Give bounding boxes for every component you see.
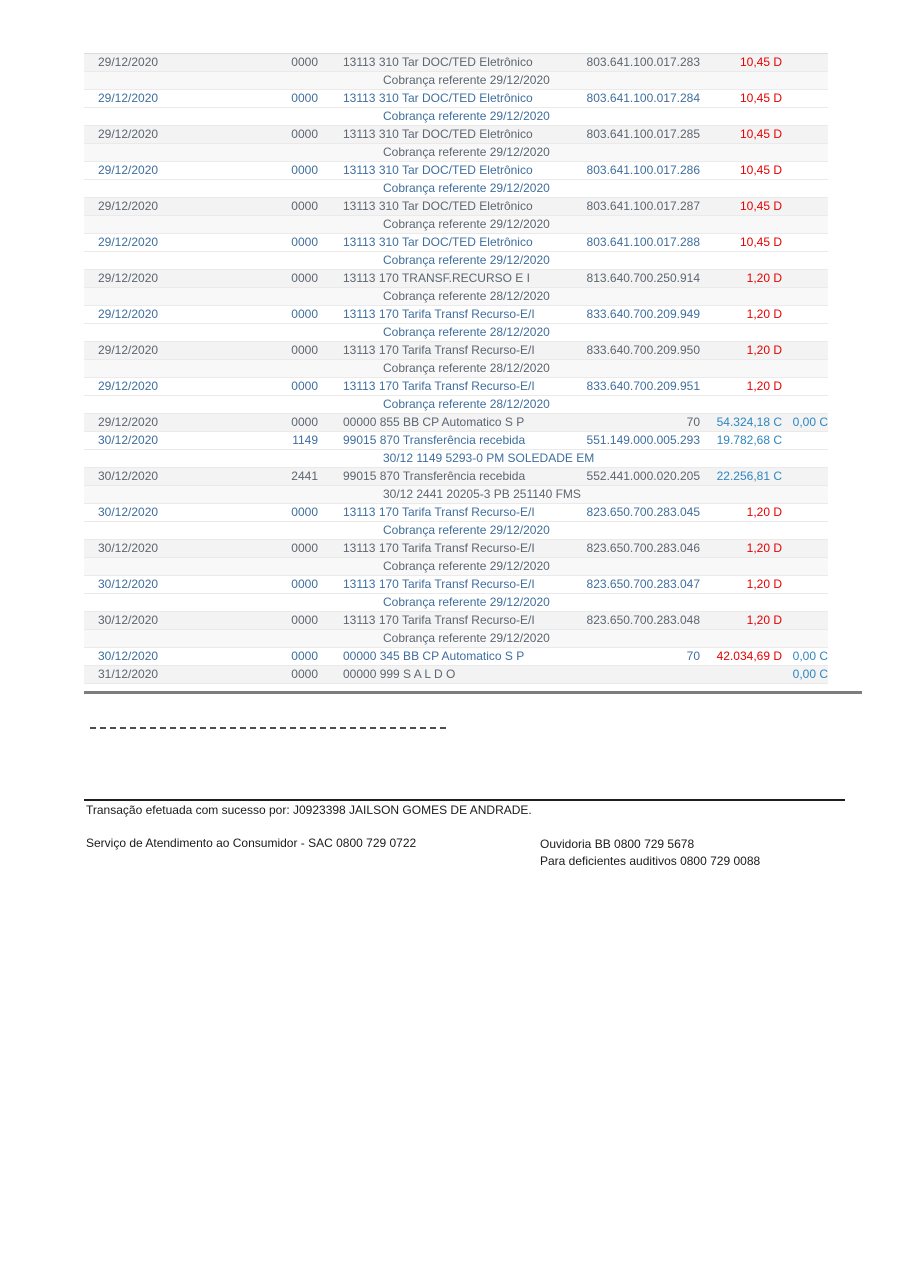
cell-date-empty bbox=[84, 522, 234, 539]
cell-code-empty bbox=[234, 180, 318, 197]
transaction-row bbox=[84, 666, 828, 684]
cell-code-empty bbox=[234, 630, 318, 647]
transaction-row bbox=[84, 234, 828, 252]
cell-code-empty bbox=[234, 522, 318, 539]
cell-description: 13113 170 Tarifa Transf Recurso-E/I bbox=[343, 343, 535, 357]
cell-value-empty bbox=[700, 108, 782, 125]
transaction-row bbox=[84, 90, 828, 108]
cell-gap bbox=[318, 126, 343, 143]
transaction-row bbox=[84, 576, 828, 594]
cell-document-number: 823.650.700.283.045 bbox=[586, 505, 700, 519]
cell-code-empty bbox=[234, 324, 318, 341]
transaction-row bbox=[84, 162, 828, 180]
cell-detail-text: Cobrança referente 29/12/2020 bbox=[383, 109, 550, 123]
cell-description: 13113 170 Tarifa Transf Recurso-E/I bbox=[343, 307, 535, 321]
cell-balance-empty bbox=[782, 522, 828, 539]
transaction-detail-row bbox=[84, 360, 828, 378]
cell-balance-empty bbox=[782, 630, 828, 647]
cell-code-empty bbox=[234, 72, 318, 89]
cell-gap bbox=[318, 648, 343, 665]
cell-balance-empty bbox=[782, 594, 828, 611]
cell-balance-empty bbox=[782, 360, 828, 377]
cell-date-empty bbox=[84, 324, 234, 341]
cell-balance bbox=[782, 378, 828, 395]
cell-balance-empty bbox=[782, 396, 828, 413]
cell-date-empty bbox=[84, 72, 234, 89]
cell-code-empty bbox=[234, 108, 318, 125]
cell-gap bbox=[318, 594, 343, 611]
cell-date-empty bbox=[84, 288, 234, 305]
transaction-detail-row bbox=[84, 486, 828, 504]
cell-value-empty bbox=[700, 630, 782, 647]
cell-balance bbox=[782, 306, 828, 323]
cell-detail-text: Cobrança referente 29/12/2020 bbox=[383, 523, 550, 537]
cell-branch-code: 0000 bbox=[291, 55, 318, 69]
cell-balance bbox=[782, 504, 828, 521]
transaction-row bbox=[84, 414, 828, 432]
cell-branch-code: 0000 bbox=[291, 379, 318, 393]
cell-detail-text: 30/12 2441 20205-3 PB 251140 FMS bbox=[383, 487, 581, 501]
cell-date-empty bbox=[84, 108, 234, 125]
cell-document-number: 823.650.700.283.047 bbox=[586, 577, 700, 591]
transaction-detail-row bbox=[84, 594, 828, 612]
cell-value: 1,20 D bbox=[746, 271, 782, 285]
cell-document-number: 823.650.700.283.048 bbox=[586, 613, 700, 627]
transaction-detail-row bbox=[84, 522, 828, 540]
cell-detail-text: 30/12 1149 5293-0 PM SOLEDADE EM bbox=[383, 451, 595, 465]
transaction-detail-row bbox=[84, 252, 828, 270]
cell-value: 19.782,68 C bbox=[716, 433, 782, 447]
transaction-row bbox=[84, 54, 828, 72]
deaf-support-info: Para deficientes auditivos 0800 729 0088 bbox=[540, 854, 761, 868]
cell-document-number: 803.641.100.017.288 bbox=[586, 235, 700, 249]
cell-balance: 0,00 C bbox=[792, 415, 828, 429]
cell-date-empty bbox=[84, 450, 234, 467]
cell-value: 10,45 D bbox=[739, 235, 782, 249]
cell-balance-empty bbox=[782, 180, 828, 197]
footer-rule bbox=[84, 799, 845, 801]
cell-document-number: 803.641.100.017.287 bbox=[586, 199, 700, 213]
cell-document-number: 833.640.700.209.949 bbox=[586, 307, 700, 321]
transaction-detail-row bbox=[84, 396, 828, 414]
cell-value: 10,45 D bbox=[739, 163, 782, 177]
transaction-row bbox=[84, 198, 828, 216]
cell-value-empty bbox=[700, 396, 782, 413]
transaction-detail-row bbox=[84, 288, 828, 306]
cell-detail-text: Cobrança referente 28/12/2020 bbox=[383, 289, 550, 303]
cell-gap bbox=[318, 378, 343, 395]
cell-detail-text: Cobrança referente 29/12/2020 bbox=[383, 253, 550, 267]
cell-date: 29/12/2020 bbox=[98, 343, 159, 357]
transaction-row bbox=[84, 126, 828, 144]
cell-date: 29/12/2020 bbox=[98, 271, 159, 285]
cell-code-empty bbox=[234, 594, 318, 611]
cell-date: 29/12/2020 bbox=[98, 379, 159, 393]
cell-gap bbox=[318, 450, 343, 467]
cell-date-empty bbox=[84, 216, 234, 233]
cell-date-empty bbox=[84, 558, 234, 575]
cell-description: 13113 170 Tarifa Transf Recurso-E/I bbox=[343, 577, 535, 591]
cell-balance bbox=[782, 342, 828, 359]
ouvidoria-info: Ouvidoria BB 0800 729 5678 bbox=[540, 837, 695, 851]
cell-balance bbox=[782, 90, 828, 107]
cell-gap bbox=[318, 396, 343, 413]
cell-description: 00000 855 BB CP Automatico S P bbox=[343, 415, 525, 429]
cell-detail-text: Cobrança referente 28/12/2020 bbox=[383, 397, 550, 411]
cell-value bbox=[700, 666, 782, 683]
cell-detail-text: Cobrança referente 28/12/2020 bbox=[383, 361, 550, 375]
cell-date: 29/12/2020 bbox=[98, 199, 159, 213]
transaction-row bbox=[84, 648, 828, 666]
cell-document-number: 813.640.700.250.914 bbox=[586, 271, 700, 285]
cell-gap bbox=[318, 252, 343, 269]
cell-date-empty bbox=[84, 630, 234, 647]
cell-description: 00000 345 BB CP Automatico S P bbox=[343, 649, 525, 663]
cell-branch-code: 0000 bbox=[291, 127, 318, 141]
cell-detail-text: Cobrança referente 29/12/2020 bbox=[383, 631, 550, 645]
cell-gap bbox=[318, 630, 343, 647]
cell-date-empty bbox=[84, 360, 234, 377]
cell-description: 13113 170 Tarifa Transf Recurso-E/I bbox=[343, 379, 535, 393]
cell-value-empty bbox=[700, 486, 782, 503]
cell-gap bbox=[318, 558, 343, 575]
cell-date: 30/12/2020 bbox=[98, 541, 159, 555]
cell-gap bbox=[318, 54, 343, 71]
cell-description: 13113 310 Tar DOC/TED Eletrônico bbox=[343, 91, 533, 105]
transaction-row bbox=[84, 504, 828, 522]
cell-balance bbox=[782, 432, 828, 449]
transaction-success-note: Transação efetuada com sucesso por: J0923398 JAILSON GOMES DE ANDRADE. bbox=[86, 803, 532, 817]
cell-date: 29/12/2020 bbox=[98, 307, 159, 321]
cell-gap bbox=[318, 540, 343, 557]
cell-value-empty bbox=[700, 288, 782, 305]
cell-detail-text: Cobrança referente 29/12/2020 bbox=[383, 145, 550, 159]
cell-value-empty bbox=[700, 180, 782, 197]
cell-gap bbox=[318, 90, 343, 107]
cell-value-empty bbox=[700, 324, 782, 341]
cell-value-empty bbox=[700, 216, 782, 233]
cell-date: 29/12/2020 bbox=[98, 415, 159, 429]
cell-value: 1,20 D bbox=[746, 505, 782, 519]
cell-branch-code: 2441 bbox=[291, 469, 318, 483]
cell-balance: 0,00 C bbox=[792, 667, 828, 681]
cell-balance-empty bbox=[782, 558, 828, 575]
cell-gap bbox=[318, 522, 343, 539]
transaction-row bbox=[84, 378, 828, 396]
cell-branch-code: 0000 bbox=[291, 613, 318, 627]
cell-value-empty bbox=[700, 450, 782, 467]
cell-value-empty bbox=[700, 144, 782, 161]
transaction-row bbox=[84, 342, 828, 360]
cell-detail-text: Cobrança referente 29/12/2020 bbox=[383, 559, 550, 573]
cell-detail-text: Cobrança referente 29/12/2020 bbox=[383, 595, 550, 609]
cell-gap bbox=[318, 216, 343, 233]
cell-value: 1,20 D bbox=[746, 613, 782, 627]
cell-date: 29/12/2020 bbox=[98, 163, 159, 177]
cell-value-empty bbox=[700, 252, 782, 269]
sac-info: Serviço de Atendimento ao Consumidor - SAC 0800 729 0722 bbox=[86, 836, 417, 850]
cell-value: 10,45 D bbox=[739, 91, 782, 105]
cell-balance-empty bbox=[782, 252, 828, 269]
cell-gap bbox=[318, 666, 343, 683]
cell-balance bbox=[782, 270, 828, 287]
cell-branch-code: 0000 bbox=[291, 307, 318, 321]
cell-date: 30/12/2020 bbox=[98, 577, 159, 591]
cell-gap bbox=[318, 162, 343, 179]
cell-value: 54.324,18 C bbox=[716, 415, 782, 429]
transaction-row bbox=[84, 306, 828, 324]
cell-document-number: 70 bbox=[686, 649, 700, 663]
cell-balance bbox=[782, 162, 828, 179]
cell-code-empty bbox=[234, 396, 318, 413]
cell-code-empty bbox=[234, 252, 318, 269]
cell-date-empty bbox=[84, 594, 234, 611]
transaction-detail-row bbox=[84, 180, 828, 198]
transaction-detail-row bbox=[84, 558, 828, 576]
transaction-detail-row bbox=[84, 630, 828, 648]
cell-date: 30/12/2020 bbox=[98, 649, 159, 663]
cell-detail-text: Cobrança referente 29/12/2020 bbox=[383, 181, 550, 195]
cell-balance-empty bbox=[782, 486, 828, 503]
transaction-row bbox=[84, 540, 828, 558]
cell-balance-empty bbox=[782, 72, 828, 89]
cell-gap bbox=[318, 432, 343, 449]
cell-code-empty bbox=[234, 486, 318, 503]
cell-document-number: 803.641.100.017.283 bbox=[586, 55, 700, 69]
cell-description: 13113 310 Tar DOC/TED Eletrônico bbox=[343, 163, 533, 177]
cell-gap bbox=[318, 414, 343, 431]
cell-document-number: 803.641.100.017.284 bbox=[586, 91, 700, 105]
cell-balance bbox=[782, 126, 828, 143]
cell-branch-code: 0000 bbox=[291, 667, 318, 681]
cell-balance bbox=[782, 198, 828, 215]
cell-description: 13113 310 Tar DOC/TED Eletrônico bbox=[343, 55, 533, 69]
cell-branch-code: 0000 bbox=[291, 235, 318, 249]
cell-date: 30/12/2020 bbox=[98, 469, 159, 483]
cell-value: 1,20 D bbox=[746, 541, 782, 555]
cell-value: 10,45 D bbox=[739, 127, 782, 141]
transaction-detail-row bbox=[84, 72, 828, 90]
cell-document-number: 833.640.700.209.951 bbox=[586, 379, 700, 393]
transaction-row bbox=[84, 270, 828, 288]
cell-value: 42.034,69 D bbox=[716, 649, 782, 663]
dashed-separator bbox=[90, 727, 448, 729]
cell-value-empty bbox=[700, 558, 782, 575]
cell-date: 30/12/2020 bbox=[98, 505, 159, 519]
cell-date: 29/12/2020 bbox=[98, 91, 159, 105]
cell-branch-code: 0000 bbox=[291, 163, 318, 177]
cell-gap bbox=[318, 144, 343, 161]
transaction-row bbox=[84, 468, 828, 486]
cell-description: 13113 310 Tar DOC/TED Eletrônico bbox=[343, 127, 533, 141]
cell-gap bbox=[318, 486, 343, 503]
cell-value-empty bbox=[700, 594, 782, 611]
transactions-table bbox=[84, 53, 828, 684]
cell-code-empty bbox=[234, 360, 318, 377]
cell-document-number: 833.640.700.209.950 bbox=[586, 343, 700, 357]
cell-balance bbox=[782, 234, 828, 251]
cell-branch-code: 0000 bbox=[291, 649, 318, 663]
cell-code-empty bbox=[234, 558, 318, 575]
transaction-detail-row bbox=[84, 144, 828, 162]
cell-gap bbox=[318, 72, 343, 89]
cell-gap bbox=[318, 108, 343, 125]
cell-description: 13113 170 TRANSF.RECURSO E I bbox=[343, 271, 530, 285]
transaction-row bbox=[84, 612, 828, 630]
cell-balance bbox=[782, 576, 828, 593]
cell-date: 31/12/2020 bbox=[98, 667, 159, 681]
cell-document-number: 803.641.100.017.285 bbox=[586, 127, 700, 141]
cell-date-empty bbox=[84, 144, 234, 161]
cell-document-number: 551.149.000.005.293 bbox=[586, 433, 700, 447]
cell-date: 30/12/2020 bbox=[98, 613, 159, 627]
cell-document-number: 803.641.100.017.286 bbox=[586, 163, 700, 177]
cell-document-number bbox=[540, 666, 700, 683]
cell-date-empty bbox=[84, 180, 234, 197]
cell-value: 1,20 D bbox=[746, 577, 782, 591]
cell-gap bbox=[318, 342, 343, 359]
ouvidoria-block bbox=[540, 836, 846, 870]
cell-description: 13113 310 Tar DOC/TED Eletrônico bbox=[343, 235, 533, 249]
cell-branch-code: 0000 bbox=[291, 91, 318, 105]
cell-balance: 0,00 C bbox=[792, 649, 828, 663]
cell-date-empty bbox=[84, 252, 234, 269]
cell-branch-code: 0000 bbox=[291, 577, 318, 591]
cell-description: 99015 870 Transferência recebida bbox=[343, 433, 526, 447]
cell-document-number: 552.441.000.020.205 bbox=[586, 469, 700, 483]
cell-value: 1,20 D bbox=[746, 379, 782, 393]
cell-gap bbox=[318, 360, 343, 377]
cell-code-empty bbox=[234, 144, 318, 161]
cell-document-number: 823.650.700.283.046 bbox=[586, 541, 700, 555]
cell-balance bbox=[782, 54, 828, 71]
cell-gap bbox=[318, 270, 343, 287]
cell-gap bbox=[318, 576, 343, 593]
cell-balance-empty bbox=[782, 216, 828, 233]
cell-gap bbox=[318, 180, 343, 197]
cell-date: 29/12/2020 bbox=[98, 127, 159, 141]
cell-balance-empty bbox=[782, 144, 828, 161]
transaction-detail-row bbox=[84, 108, 828, 126]
cell-date: 30/12/2020 bbox=[98, 433, 159, 447]
cell-branch-code: 0000 bbox=[291, 541, 318, 555]
cell-description: 00000 999 S A L D O bbox=[343, 667, 456, 681]
cell-description: 99015 870 Transferência recebida bbox=[343, 469, 526, 483]
cell-gap bbox=[318, 468, 343, 485]
cell-gap bbox=[318, 324, 343, 341]
cell-branch-code: 0000 bbox=[291, 415, 318, 429]
transaction-detail-row bbox=[84, 216, 828, 234]
cell-balance bbox=[782, 612, 828, 629]
cell-description: 13113 310 Tar DOC/TED Eletrônico bbox=[343, 199, 533, 213]
transaction-detail-row bbox=[84, 324, 828, 342]
cell-date-empty bbox=[84, 486, 234, 503]
cell-value: 22.256,81 C bbox=[716, 469, 782, 483]
cell-gap bbox=[318, 504, 343, 521]
cell-description: 13113 170 Tarifa Transf Recurso-E/I bbox=[343, 541, 535, 555]
cell-date: 29/12/2020 bbox=[98, 55, 159, 69]
cell-gap bbox=[318, 306, 343, 323]
cell-description: 13113 170 Tarifa Transf Recurso-E/I bbox=[343, 505, 535, 519]
cell-balance bbox=[782, 540, 828, 557]
transaction-detail-row bbox=[84, 450, 828, 468]
cell-branch-code: 0000 bbox=[291, 505, 318, 519]
cell-balance bbox=[782, 468, 828, 485]
cell-detail-text: Cobrança referente 29/12/2020 bbox=[383, 73, 550, 87]
cell-gap bbox=[318, 198, 343, 215]
cell-gap bbox=[318, 234, 343, 251]
cell-branch-code: 1149 bbox=[292, 433, 318, 447]
cell-value: 1,20 D bbox=[746, 343, 782, 357]
cell-value: 1,20 D bbox=[746, 307, 782, 321]
cell-gap bbox=[318, 612, 343, 629]
contact-block bbox=[86, 836, 846, 870]
cell-detail-text: Cobrança referente 28/12/2020 bbox=[383, 325, 550, 339]
cell-date-empty bbox=[84, 396, 234, 413]
cell-description: 13113 170 Tarifa Transf Recurso-E/I bbox=[343, 613, 535, 627]
cell-code-empty bbox=[234, 450, 318, 467]
cell-value-empty bbox=[700, 360, 782, 377]
cell-branch-code: 0000 bbox=[291, 199, 318, 213]
cell-value-empty bbox=[700, 522, 782, 539]
cell-document-number: 70 bbox=[686, 415, 700, 429]
cell-date: 29/12/2020 bbox=[98, 235, 159, 249]
cell-detail-text: Cobrança referente 29/12/2020 bbox=[383, 217, 550, 231]
cell-balance-empty bbox=[782, 108, 828, 125]
cell-branch-code: 0000 bbox=[291, 343, 318, 357]
transaction-row bbox=[84, 432, 828, 450]
table-end-bar bbox=[84, 691, 862, 694]
cell-balance-empty bbox=[782, 288, 828, 305]
cell-code-empty bbox=[234, 216, 318, 233]
cell-value: 10,45 D bbox=[739, 55, 782, 69]
cell-value: 10,45 D bbox=[739, 199, 782, 213]
cell-balance-empty bbox=[782, 324, 828, 341]
cell-value-empty bbox=[700, 72, 782, 89]
cell-balance-empty bbox=[782, 450, 828, 467]
cell-branch-code: 0000 bbox=[291, 271, 318, 285]
cell-code-empty bbox=[234, 288, 318, 305]
cell-gap bbox=[318, 288, 343, 305]
